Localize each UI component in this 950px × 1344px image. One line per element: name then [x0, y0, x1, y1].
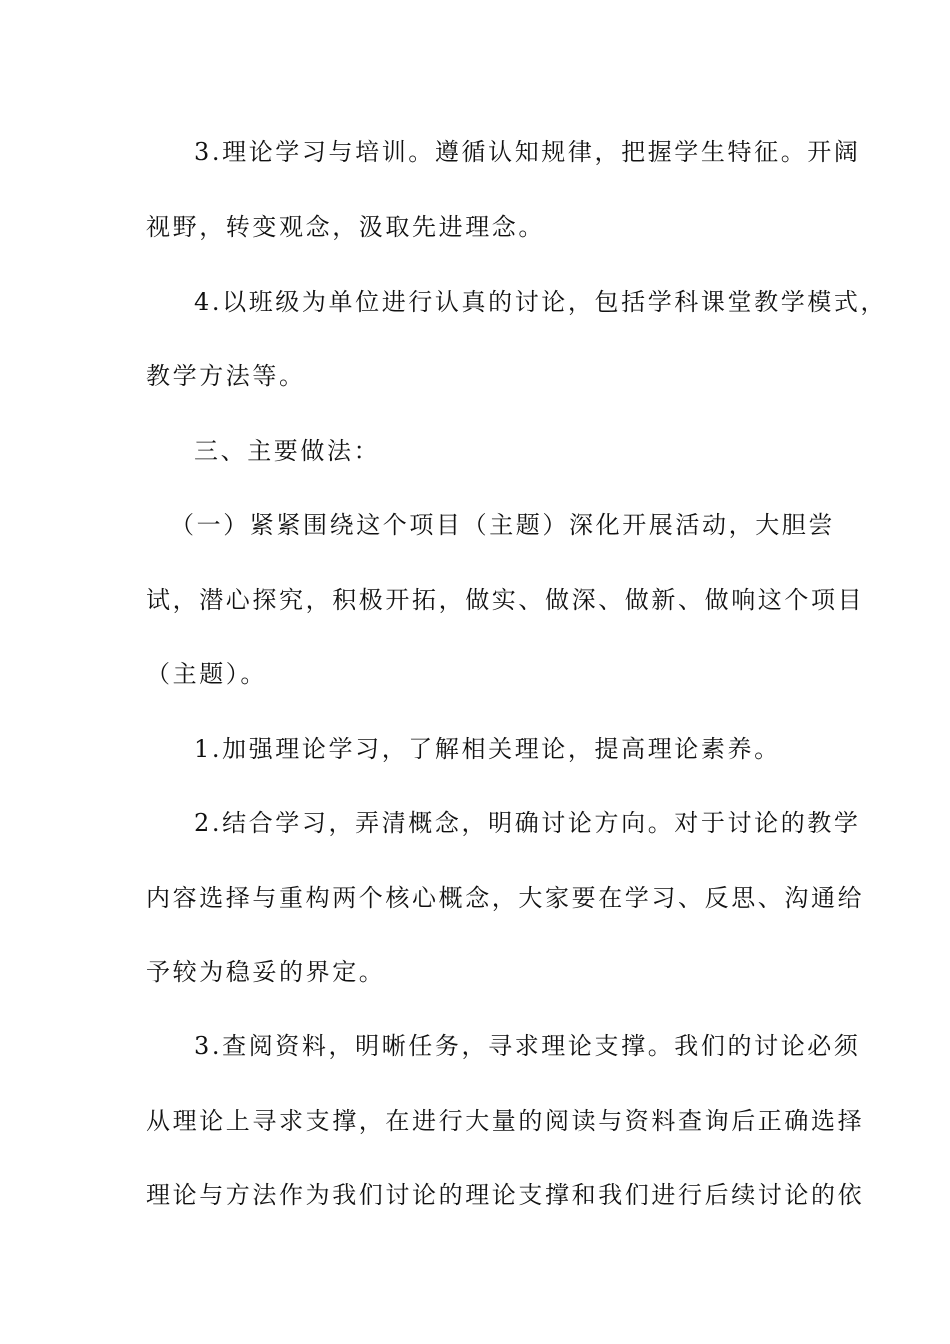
subsection-1-line-3: （主题）。	[146, 660, 267, 688]
item-2-combine-study-line-2: 内容选择与重构两个核心概念，大家要在学习、反思、沟通给	[146, 884, 865, 912]
item-3-consult-materials-line-3: 理论与方法作为我们讨论的理论支撑和我们进行后续讨论的依	[146, 1181, 865, 1209]
item-3-consult-materials-line-1: 3.查阅资料，明晰任务，寻求理论支撑。我们的讨论必须	[194, 1032, 861, 1060]
paragraph-4-class-discussion-line-2: 教学方法等。	[146, 362, 306, 390]
item-3-consult-materials-line-2: 从理论上寻求支撑，在进行大量的阅读与资料查询后正确选择	[146, 1107, 865, 1135]
section-heading-main-practices: 三、主要做法：	[194, 437, 381, 465]
subsection-1-line-1: （一）紧紧围绕这个项目（主题）深化开展活动，大胆尝	[170, 511, 835, 539]
subsection-1-line-2: 试，潜心探究，积极开拓，做实、做深、做新、做响这个项目	[146, 586, 865, 614]
item-1-strengthen-theory: 1.加强理论学习，了解相关理论，提高理论素养。	[194, 735, 781, 763]
paragraph-3-theory-study-line-1: 3.理论学习与培训。遵循认知规律，把握学生特征。开阔	[194, 138, 861, 166]
item-2-combine-study-line-1: 2.结合学习，弄清概念，明确讨论方向。对于讨论的教学	[194, 809, 861, 837]
paragraph-3-theory-study-line-2: 视野，转变观念，汲取先进理念。	[146, 213, 545, 241]
item-2-combine-study-line-3: 予较为稳妥的界定。	[146, 958, 386, 986]
paragraph-4-class-discussion-line-1: 4.以班级为单位进行认真的讨论，包括学科课堂教学模式，	[194, 288, 888, 316]
